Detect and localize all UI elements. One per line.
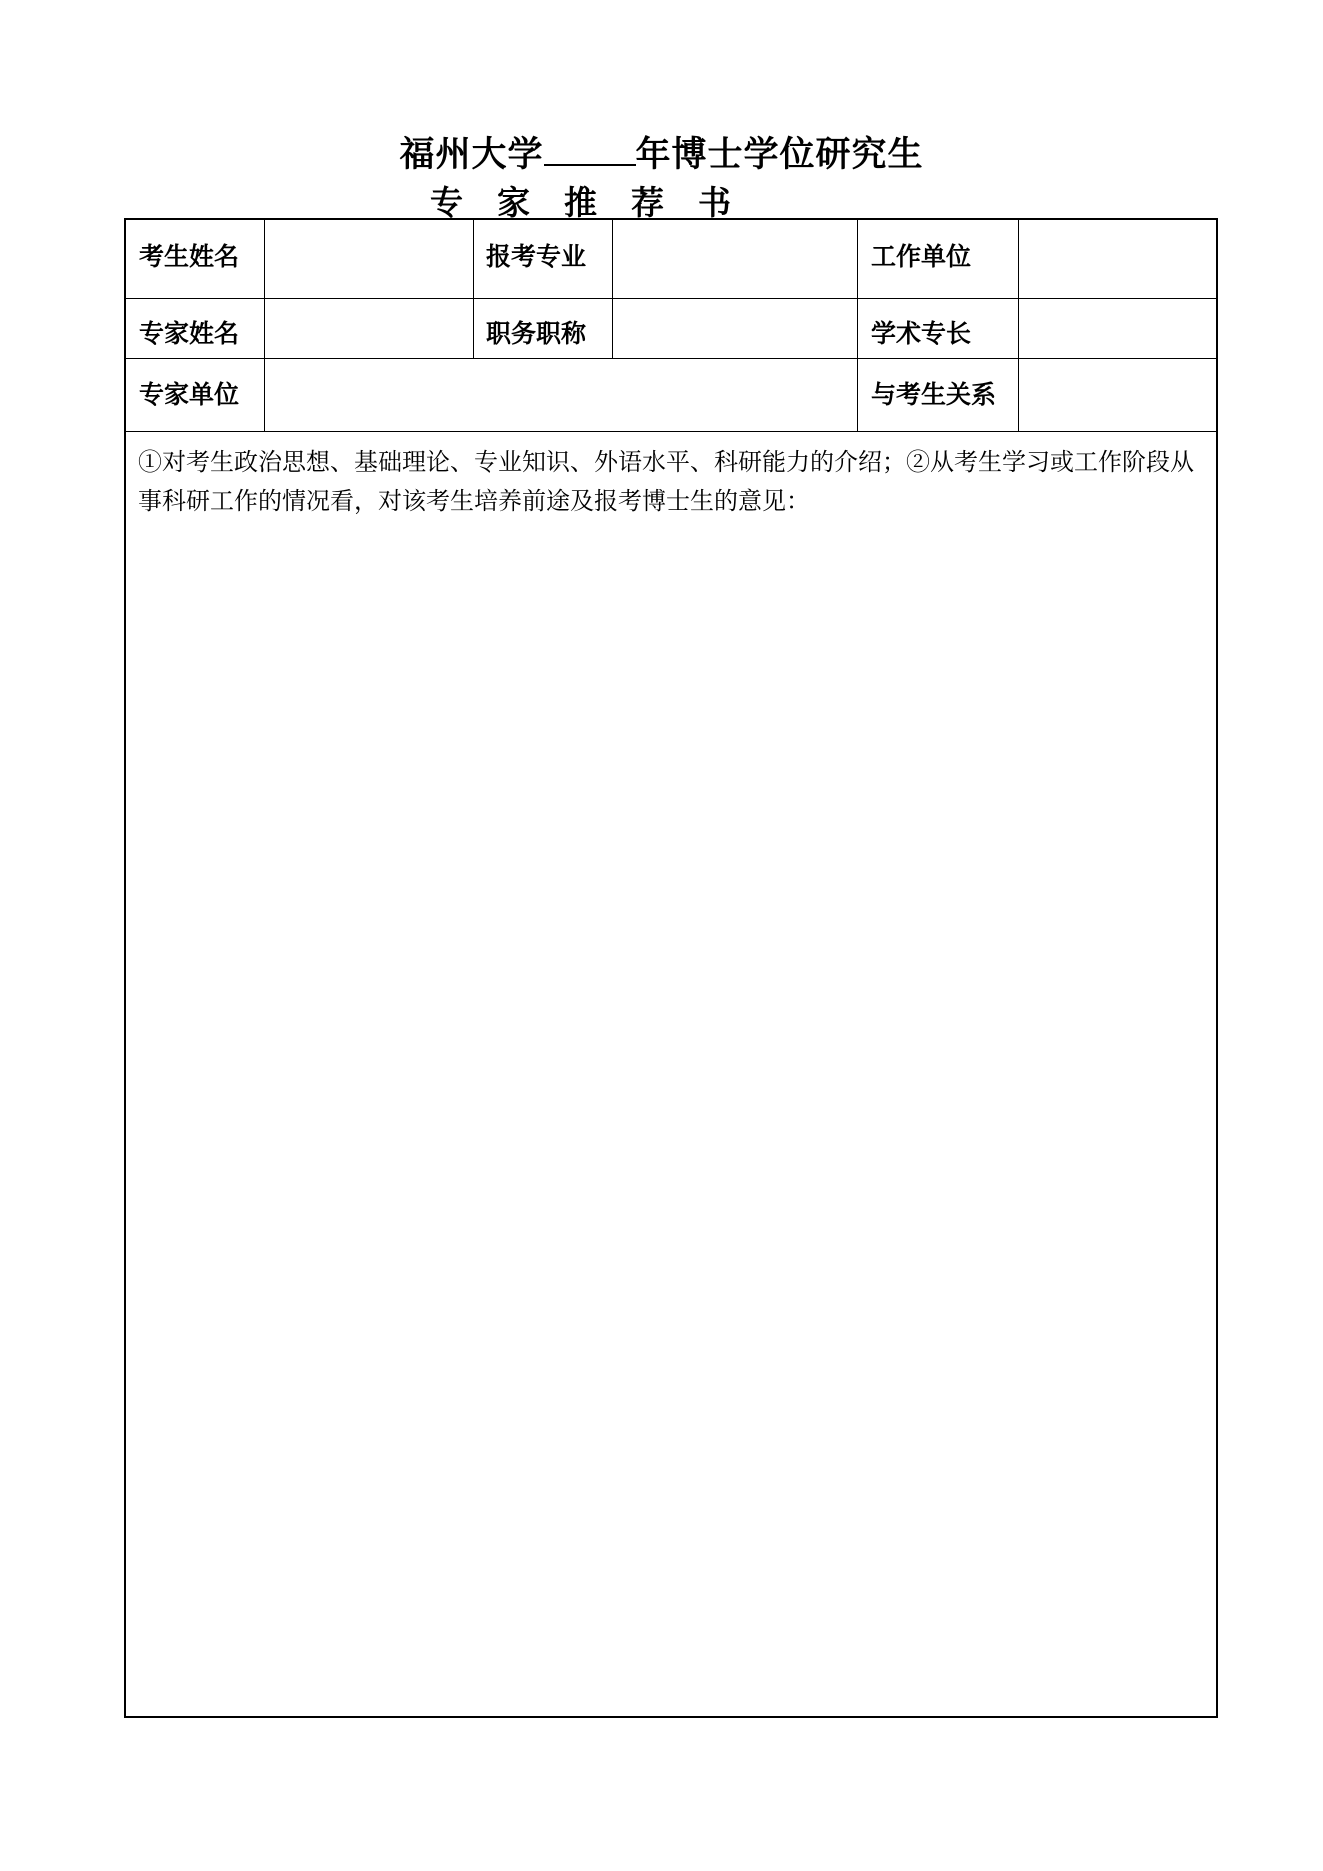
- column-divider: [1018, 220, 1019, 431]
- opinion-text-area[interactable]: [138, 533, 1204, 1703]
- academic-specialty-label: 学术专长: [871, 319, 972, 348]
- expert-name-field[interactable]: [266, 300, 472, 358]
- form-title: [0, 132, 1323, 176]
- opinion-prompt: ①对考生政治思想、基础理论、专业知识、外语水平、科研能力的介绍；②从考生学习或工作阶段从事科研工作的情况看，对该考生培养前途及报考博士生的意见：: [138, 448, 1194, 515]
- applied-major-field[interactable]: [614, 220, 856, 298]
- title-prefix: 福州大学: [399, 134, 544, 175]
- candidate-name-field[interactable]: [266, 220, 472, 298]
- work-unit-field[interactable]: [1020, 220, 1216, 298]
- applied-major-label: 报考专业: [486, 242, 587, 271]
- academic-specialty-field[interactable]: [1020, 300, 1216, 358]
- column-divider: [264, 220, 265, 431]
- title-suffix: 年博士学位研究生: [635, 134, 924, 175]
- expert-name-label: 专家姓名: [139, 319, 240, 348]
- relationship-field[interactable]: [1020, 360, 1216, 431]
- relationship-label: 与考生关系: [871, 380, 997, 409]
- subtitle-char: 荐: [631, 183, 664, 222]
- subtitle-char: 家: [497, 183, 530, 222]
- column-divider: [857, 220, 858, 431]
- position-title-label: 职务职称: [486, 319, 587, 348]
- candidate-name-label: 考生姓名: [139, 242, 240, 271]
- recommendation-form: [124, 218, 1218, 1718]
- position-title-field[interactable]: [614, 300, 856, 358]
- row-divider: [126, 431, 1216, 432]
- expert-unit-label: 专家单位: [139, 380, 240, 409]
- subtitle-char: 专: [430, 183, 463, 222]
- expert-unit-field[interactable]: [266, 360, 856, 431]
- year-blank[interactable]: [544, 132, 636, 166]
- column-divider: [612, 220, 613, 358]
- form-subtitle: [0, 184, 1323, 222]
- row-divider: [126, 298, 1216, 299]
- subtitle-char: 推: [564, 183, 597, 222]
- opinion-section: [126, 433, 1216, 1716]
- subtitle-char: 书: [698, 183, 731, 222]
- work-unit-label: 工作单位: [871, 242, 972, 271]
- row-divider: [126, 358, 1216, 359]
- column-divider: [473, 220, 474, 358]
